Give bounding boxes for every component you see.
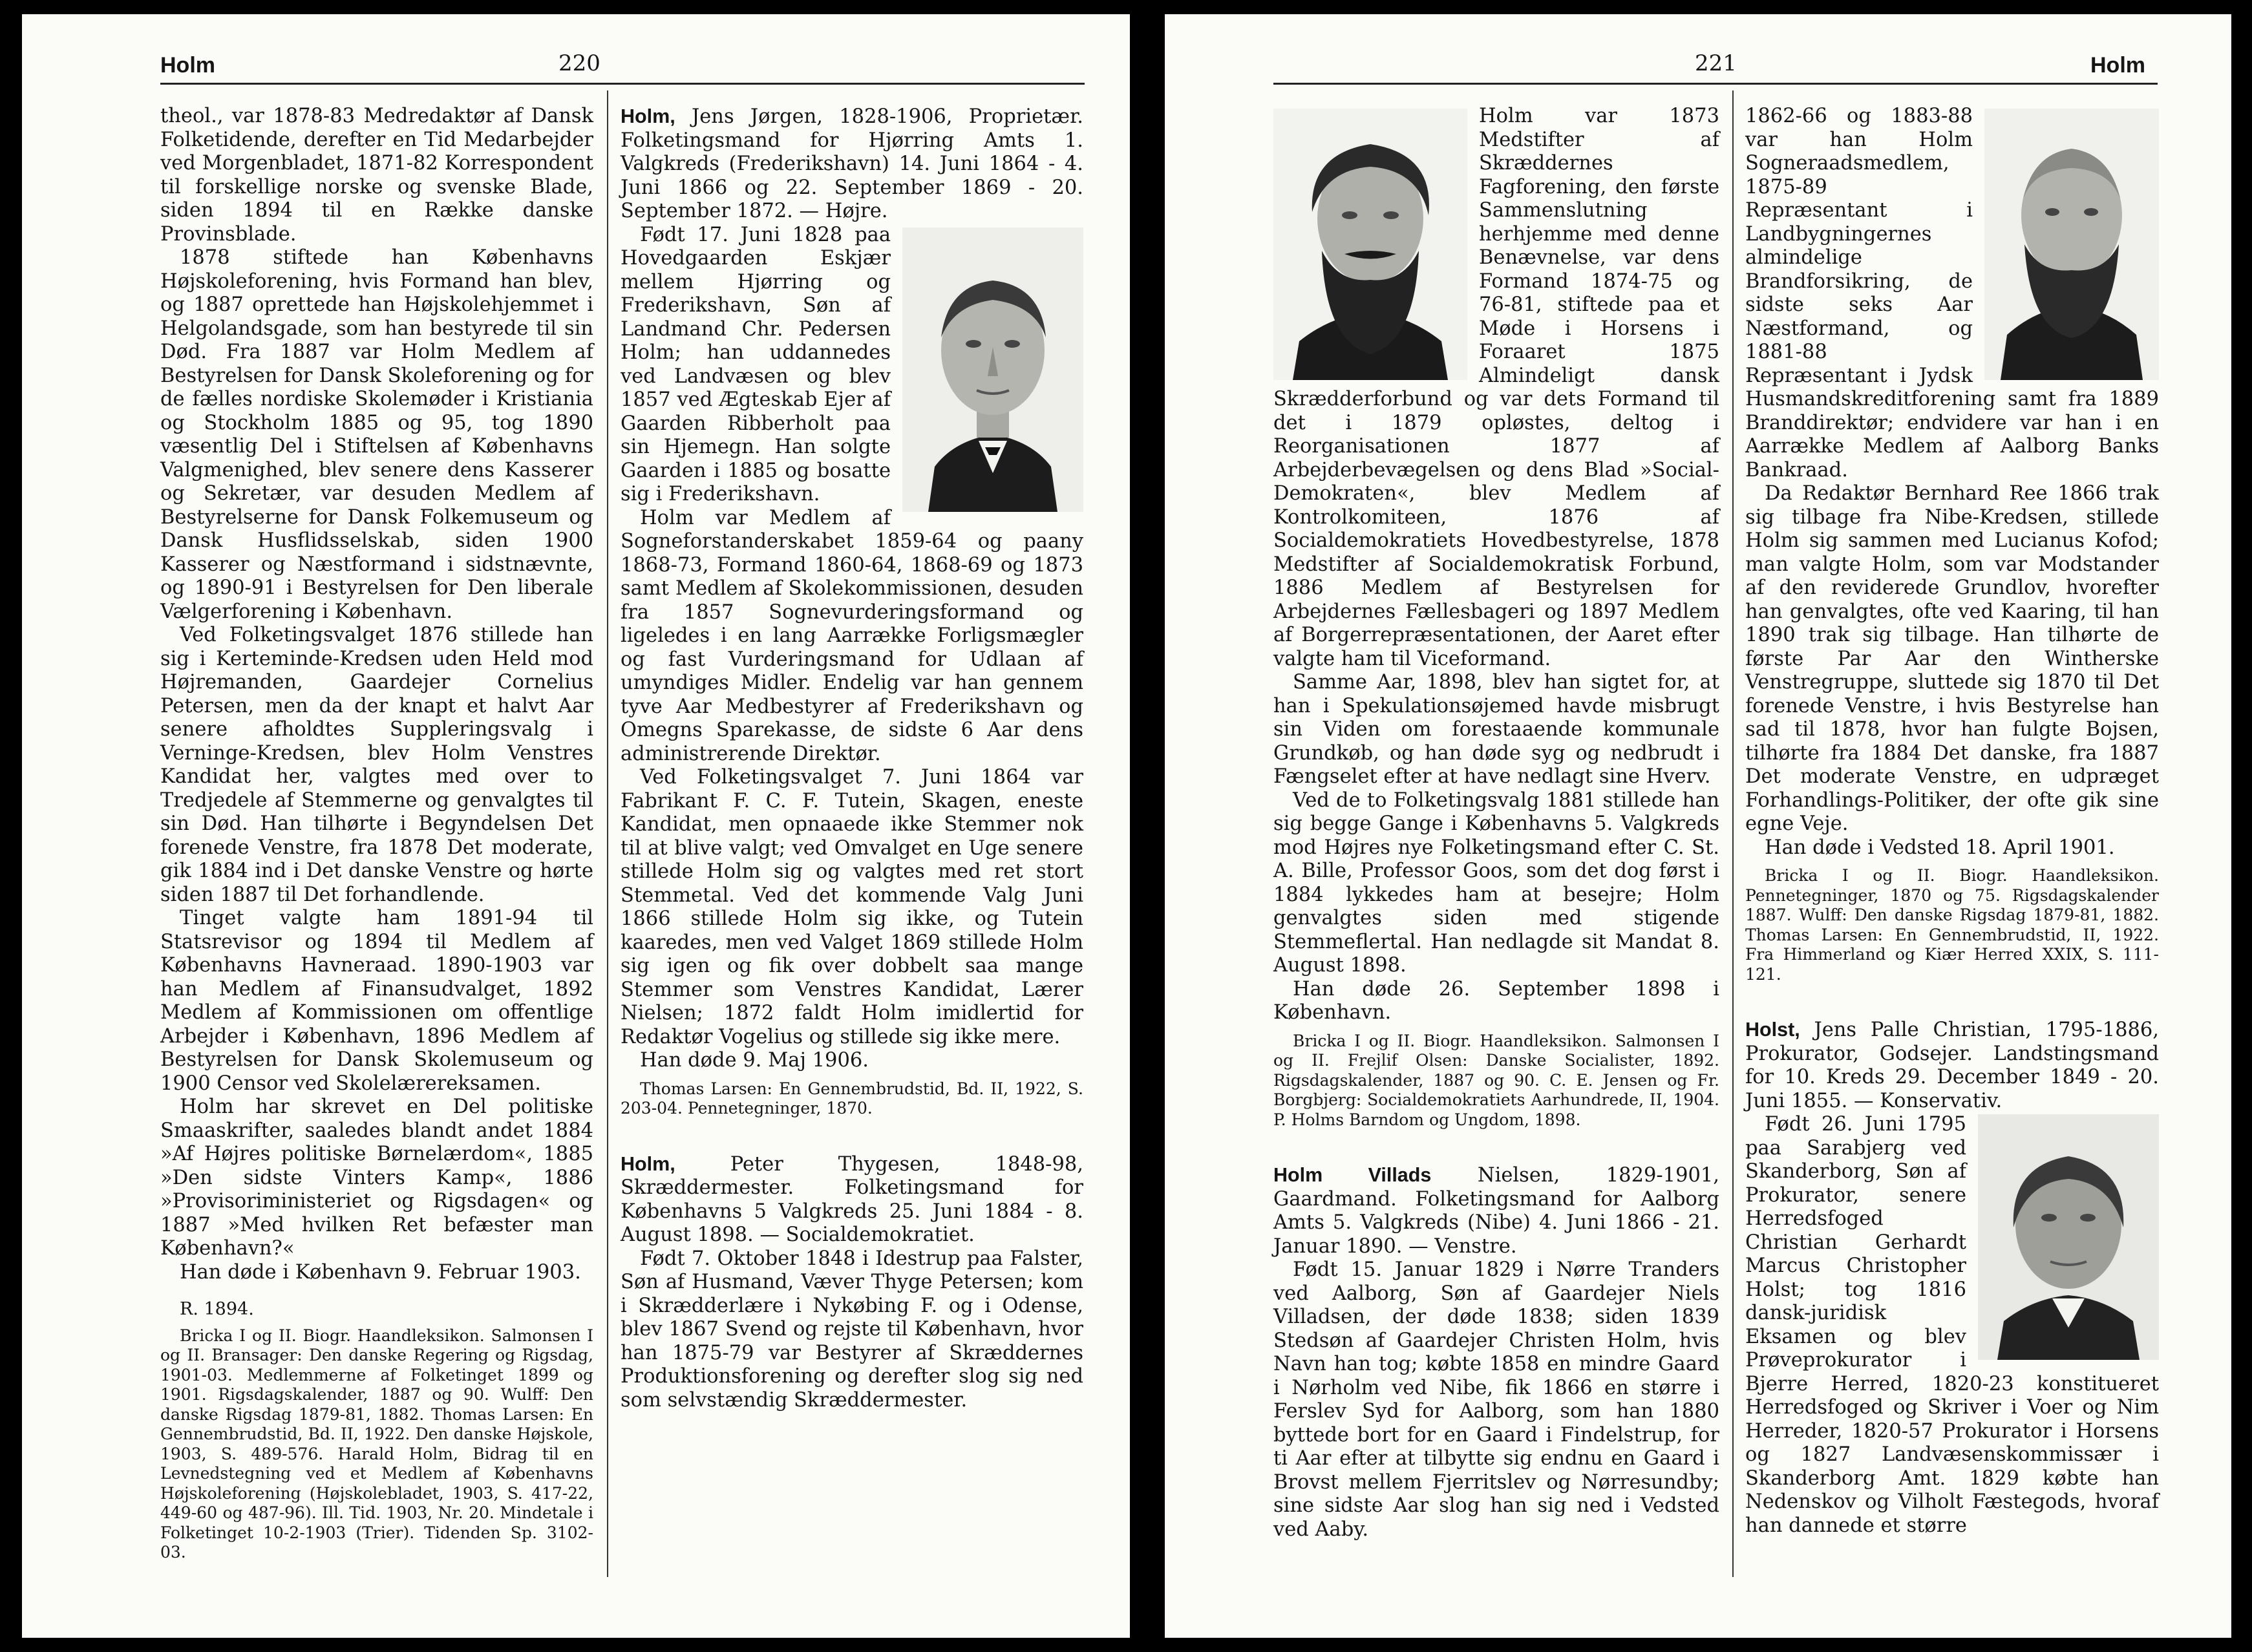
column-right-2 xyxy=(1745,105,2159,1538)
column-right-1 xyxy=(1273,105,1719,1541)
column-left-2 xyxy=(621,105,1083,1412)
paragraph: Han døde i København 9. Februar 1903. xyxy=(180,1260,581,1284)
entry-name: Holm, xyxy=(621,1152,675,1175)
sources: Thomas Larsen: En Gennembrudstid, Bd. II, 1922, S. 203-04. Pennetegninger, 1870. xyxy=(621,1079,1083,1117)
paragraph: Født 15. Januar 1829 i Nørre Tranders ved Aalborg, Søn af Gaardejer Niels Villadsen, der døde 1838; siden 1839 Stedsøn af Gaardejer Christen Holm, hvis Navn han tog; købte 1858 en mindre Gaard i Nørholm ved Nibe, fik 1866 en større i Ferslev Syd for Aalborg, som han 1880 byttede bort for en Gaard i Findelstrup, for ti Aar efter at tilbytte sig endnu en Gaard i Brovst mellem Fjerritslev og Nørresundby; sine sidste Aar slog han sig ned i Vedsted ved Aaby. xyxy=(1273,1258,1719,1541)
right-page xyxy=(1165,14,2231,1638)
paragraph: Holm var Medlem af Sogneforstanderskabet 1859-64 og paany 1868-73, Formand 1860-64, 1868-69 og 1873 samt Medlem af Skolekommissionen, desuden fra 1857 Sognevurderingsformand og ligeledes i en lang Aarrække Forligsmægler og fast Vurderingsmand for Udlaan af umyndiges Midler. Endelig var han gennem tyve Aar Medbestyrer af Frederikshavn og Omegns Sparekasse, de sidste 6 Aar dens administrerende Direktør. xyxy=(621,506,1083,765)
paragraph: Holm var 1873 Medstifter af Skræddernes Fagforening, den første Sammenslutning herhjemme med denne Benævnelse, var dens Formand 1874-75 og 76-81, stiftede paa et Møde i Horsens i Foraaret 1875 Almindeligt dansk Skrædderforbund og var dets Formand til det i 1879 opløstes, deltog i Reorganisationen 1877 af Arbejderbevægelsen og dens Blad »Social-Demokraten«, blev Medlem af Kontrolkomiteen, 1876 af Socialdemokratiets Hovedbestyrelse, 1878 Medstifter af Socialdemokratisk Forbund, 1886 Medlem af Bestyrelsen for Arbejdernes Fællesbageri og 1897 Medlem af Borgerrepræsentationen, der Aaret efter valgte ham til Viceformand. xyxy=(1273,105,1719,670)
portrait-jens-jorgen-holm xyxy=(902,228,1083,512)
paragraph: Han døde 26. September 1898 i København. xyxy=(1273,977,1719,1024)
header-rule xyxy=(1273,83,2158,85)
page-number: 221 xyxy=(1695,50,1737,76)
portrait-jens-palle-christian-holst xyxy=(1978,1114,2159,1360)
entry-heading-text: Jens Jørgen, 1828-1906, Proprietær. Folketingsmand for Hjørring Amts 1. Valgkreds (Frederikshavn) 14. Juni 1864 - 4. Juni 1866 og 22. September 1869 - 20. September 1872. — Højre. xyxy=(621,105,1083,222)
paragraph: Født 17. Juni 1828 paa Hovedgaarden Eskjær mellem Hjørring og Frederikshavn, Søn af Landmand Chr. Pedersen Holm; han uddannedes ved Landvæsen og blev 1857 ved Ægteskab Ejer af Gaarden Ribberholt paa sin Hjemegn. Han solgte Gaarden i 1885 og bosatte sig i Frederikshavn. xyxy=(621,223,891,505)
portrait-villads-nielsen-holm xyxy=(1984,109,2159,380)
paragraph: Tinget valgte ham 1891-94 til Statsrevisor og 1894 til Medlem af Københavns Havneraad. 1890-1903 var han Medlem af Finansudvalget, 1892 Medlem af Kommissionen om offentlige Arbejder i København, 1896 Medlem af Bestyrelsen for Dansk Skolemuseum og 1900 Censor ved Skolelærereksamen. xyxy=(160,907,593,1095)
entry-heading xyxy=(621,1152,1083,1247)
entry-heading xyxy=(621,105,1083,224)
paragraph: theol., var 1878-83 Medredaktør af Dansk Folketidende, derefter en Tid Medarbejder ved Morgenbladet, 1871-82 Korrespondent til forskellige norske og svenske Blade, siden 1894 til en Række danske Provinsblade. xyxy=(160,105,593,246)
paragraph: Samme Aar, 1898, blev han sigtet for, at han i Spekulationsøjemed havde misbrugt sin Viden om forestaaende kommunale Grundkøb, og han døde syg og nedbrudt i Fængselet efter at have nedlagt sine Hverv. xyxy=(1273,671,1719,788)
entry-heading xyxy=(1745,1018,2159,1113)
sources: Bricka I og II. Biogr. Haandleksikon. Salmonsen I og II. Frejlif Olsen: Danske Socialister, 1892. Rigsdagskalender, 1887 og 90. C. E. Jensen og Fr. Borgbjerg: Socialdemokratiets Aarhundrede, II, 1904. P. Holms Barndom og Ungdom, 1898. xyxy=(1273,1031,1719,1129)
paragraph: Ved de to Folketingsvalg 1881 stillede han sig begge Gange i Københavns 5. Valgkreds mod Højres nye Folketingsmand efter C. St. A. Bille, Professor Goos, som det dog først i 1884 lykkedes ham at besejre; Holm genvalgtes siden med stigende Stemmeflertal. Han nedlagde sit Mandat 8. August 1898. xyxy=(1273,789,1719,977)
entry-heading-text: Nielsen, 1829-1901, Gaardmand. Folketingsmand for Aalborg Amts 5. Valgkreds (Nibe) 4. Juni 1866 - 21. Januar 1890. — Venstre. xyxy=(1273,1164,1719,1258)
entry-heading-text: Jens Palle Christian, 1795-1886, Prokurator, Godsejer. Landstingsmand for 10. Kreds 29. December 1849 - 20. Juni 1855. — Konservativ. xyxy=(1745,1019,2159,1112)
paragraph: 1878 stiftede han Københavns Højskoleforening, hvis Formand han blev, og 1887 oprettede han Højskolehjemmet i Helgolandsgade, som han bestyrede til sin Død. Fra 1887 var Holm Medlem af Bestyrelsen for Dansk Skoleforening og for de fælles nordiske Skolemøder i Kristiania og Stockholm 1885 og 95, tog 1890 væsentlig Del i Stiftelsen af Københavns Valgmenighed, blev senere dens Kasserer og Sekretær, var desuden Medlem af Bestyrelserne for Dansk Folkemuseum og Dansk Husflidsselskab, siden 1900 Kasserer og Næstformand i sidstnævnte, og 1890-91 i Bestyrelsen for Den liberale Vælgerforening i København. xyxy=(160,246,593,623)
entry-heading xyxy=(1273,1163,1719,1258)
sources: Bricka I og II. Biogr. Haandleksikon. Salmonsen I og II. Bransager: Den danske Regering og Rigsdag, 1901-03. Medlemmerne af Folketinget 1899 og 1901. Rigsdagskalender, 1887 og 90. Wulff: Den danske Rigsdag 1879-81, 1882. Thomas Larsen: En Gennembrudstid, Bd. II, 1922. Den danske Højskole, 1903, S. 489-576. Harald Holm, Bidrag til en Levnedstegning ved et Medlem af Københavns Højskoleforening (Højskolebladet, 1903, S. 417-22, 449-60 og 487-96). Ill. Tid. 1903, Nr. 20. Mindetale i Folketinget 10-2-1903 (Trier). Tidenden Sp. 3102-03. xyxy=(160,1326,593,1562)
paragraph: 1862-66 og 1883-88 var han Holm Sogneraadsmedlem, 1875-89 Repræsentant i Landbygningernes almindelige Brandforsikring, de sidste seks Aar Næstformand, og 1881-88 Repræsentant i Jydsk Husmandskreditforening samt fra 1889 Branddirektør; endvidere var han i en Aarrække Medlem af Aalborg Banks Bankraad. xyxy=(1745,105,2159,482)
paragraph: Holm har skrevet en Del politiske Smaaskrifter, saaledes blandt andet 1884 »Af Højres politiske Børnelærdom«, 1885 »Den sidste Vinters Kamp«, 1886 »Provisoriministeriet og Rigsdagen« og 1887 »Med hvilken Ret befæster man København?« xyxy=(160,1096,593,1260)
decoration-note: R. 1894. xyxy=(180,1299,254,1319)
paragraph: Ved Folketingsvalget 1876 stillede han sig i Kerteminde-Kredsen uden Held mod Højremanden, Gaardejer Cornelius Petersen, men da der knapt et halvt Aar senere afholdtes Suppleringsvalg i Verninge-Kredsen, blev Holm Venstres Kandidat her, valgtes med over to Tredjedele af Stemmerne og genvalgtes til sin Død. Han tilhørte i Begyndelsen Det forenede Venstre, fra 1878 Det moderate, gik 1884 ind i Det danske Venstre og hørte siden 1887 til Det forhandlende. xyxy=(160,624,593,906)
paragraph: Da Redaktør Bernhard Ree 1866 trak sig tilbage fra Nibe-Kredsen, stillede Holm sig sammen med Lucianus Kofod; man valgte Holm, som var Modstander af den reviderede Grundlov, hvorefter han genvalgtes, ofte ved Kaaring, til han 1890 trak sig tilbage. Han tilhørte de første Par Aar den Wintherske Venstregruppe, sluttede sig 1870 til Det forenede Venstre, i hvis Bestyrelse han sad til 1878, hvor han fulgte Bojsen, tilhørte fra 1884 Det danske, fra 1887 Det moderate Venstre, en udpræget Forhandlings-Politiker, der ofte gik sine egne Veje. xyxy=(1745,482,2159,835)
paragraph: Født 26. Juni 1795 paa Sarabjerg ved Skanderborg, Søn af Prokurator, senere Herredsfoged Christian Gerhardt Marcus Christopher Holst; tog 1816 dansk-juridisk Eksamen og blev Prøveprokurator i Bjerre Herred, 1820-23 konstitueret Herredsfoged og Skriver i Voer og Nim Herreder, 1820-57 Prokurator i Horsens og 1827 Landvæsenskommissær i Skanderborg Amt. 1829 købte han Nedenskov og Vilholt Fæstegods, hvoraf han dannede et større xyxy=(1745,1113,2159,1537)
paragraph: Født 7. Oktober 1848 i Idestrup paa Falster, Søn af Husmand, Væver Thyge Petersen; kom i Skrædderlære i Nykøbing F. og i Odense, blev 1867 Svend og rejste til København, hvor han 1875-79 var Bestyrer af Skræddernes Produktionsforening og derefter slog sig ned som selvstændig Skræddermester. xyxy=(621,1247,1083,1412)
portrait-peter-thygesen-holm xyxy=(1273,109,1467,380)
paragraph: Ved Folketingsvalget 7. Juni 1864 var Fabrikant F. C. F. Tutein, Skagen, eneste Kandidat, men opnaaede ikke Stemmer nok til at blive valgt; ved Omvalget en Uge senere stillede Holm sig og valgtes med ret stort Stemmetal. Ved det kommende Valg Juni 1866 stillede Holm sig ikke, og Tutein kaaredes, men ved Valget 1869 stillede Holm sig igen og fik over dobbelt saa mange Stemmer som Venstres Kandidat, Lærer Nielsen; 1872 faldt Holm imidlertid for Redaktør Vogelius og stillede sig ikke mere. xyxy=(621,766,1083,1048)
paragraph: Han døde i Vedsted 18. April 1901. xyxy=(1765,836,2115,859)
column-rule xyxy=(607,90,608,1577)
page-number: 220 xyxy=(558,50,600,76)
column-rule xyxy=(1732,90,1734,1577)
entry-heading-text: Peter Thygesen, 1848-98, Skræddermester. Folketingsmand for Københavns 5 Valgkreds 25. Juni 1884 - 8. August 1898. — Socialdemokratiet. xyxy=(621,1152,1083,1246)
running-head: Holm xyxy=(160,53,215,78)
left-page xyxy=(22,14,1130,1638)
column-left-1 xyxy=(160,105,593,1563)
running-head: Holm xyxy=(2090,53,2145,78)
header-rule xyxy=(160,83,1085,85)
sources: Bricka I og II. Biogr. Haandleksikon. Pennetegninger, 1870 og 75. Rigsdagskalender 1887. Wulff: Den danske Rigsdag 1879-81, 1882. Thomas Larsen: En Gennembrudstid, II, 1922. Fra Himmerland og Kiær Herred XXIX, S. 111-121. xyxy=(1745,866,2159,984)
entry-name: Holst, xyxy=(1745,1019,1800,1041)
entry-name: Holm, xyxy=(621,105,675,127)
paragraph: Han døde 9. Maj 1906. xyxy=(640,1049,869,1072)
entry-name: Holm Villads xyxy=(1273,1164,1432,1186)
